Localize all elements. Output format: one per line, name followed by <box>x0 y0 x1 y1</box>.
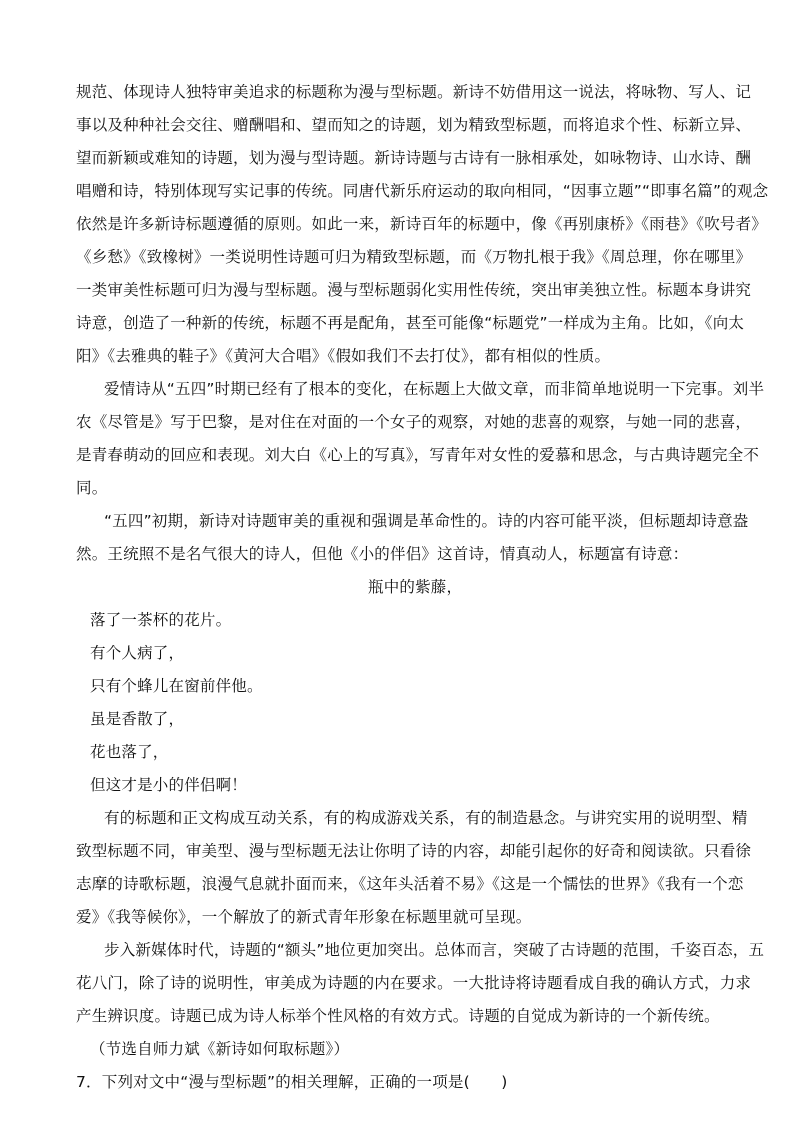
text-line: 花八门，除了诗的说明性，审美成为诗题的内在要求。一大批诗将诗题看成自我的确认方式，力求 <box>76 974 752 992</box>
poem-line: 虽是香散了， <box>90 710 185 728</box>
text-line: 诗意，创造了一种新的传统，标题不再是配角，甚至可能像“标题党”一样成为主角。比如，《向太 <box>76 314 745 332</box>
poem-line: 落了一茶杯的花片。 <box>90 611 232 629</box>
source-citation: （节选自师力斌《新诗如何取标题》） <box>90 1040 350 1058</box>
question-7: 7．下列对文中“漫与型标题”的相关理解，正确的一项是( ) <box>76 1073 508 1091</box>
text-line: 然。王统照不是名气很大的诗人，但他《小的伴侣》这首诗，情真动人，标题富有诗意： <box>76 545 689 563</box>
text-line: 同。 <box>76 479 108 497</box>
text-line: 唱赠和诗，特别体现写实记事的传统。同唐代新乐府运动的取向相同，“因事立题”“即事名篇”的观念 <box>76 182 769 200</box>
poem-line: 但这才是小的伴侣啊！ <box>90 776 248 794</box>
poem-line: 只有个蜂儿在窗前伴他。 <box>90 677 263 695</box>
text-line: 有的标题和正文构成互动关系，有的构成游戏关系，有的制造悬念。与讲究实用的说明型、精 <box>104 809 748 827</box>
text-line: 依然是许多新诗标题遵循的原则。如此一来，新诗百年的标题中，像《再别康桥》《雨巷》《吹号者》 <box>76 215 768 233</box>
poem-line: 有个人病了， <box>90 644 185 662</box>
text-line: 望而新颖或难知的诗题，划为漫与型诗题。新诗诗题与古诗有一脉相承处，如咏物诗、山水诗、酬 <box>76 149 752 167</box>
text-line: 是青春萌动的回应和表现。刘大白《心上的写真》，写青年对女性的爱慕和思念，与古典诗题完全不 <box>76 446 760 464</box>
text-line: 《乡愁》《致橡树》一类说明性诗题可归为精致型标题，而《万物扎根于我》《周总理，你在哪里》 <box>76 248 752 266</box>
text-line: 一类审美性标题可归为漫与型标题。漫与型标题弱化实用性传统，突出审美独立性。标题本身讲究 <box>76 281 752 299</box>
text-line: 爱情诗从“五四”时期已经有了根本的变化，在标题上大做文章，而非简单地说明一下完事。刘半 <box>104 380 765 398</box>
text-line: 事以及种种社会交往、赠酬唱和、望而知之的诗题，划为精致型标题，而将追求个性、标新立异、 <box>76 116 752 134</box>
poem-line: 花也落了， <box>90 743 169 761</box>
text-line: 爱》《我等候你》，一个解放了的新式青年形象在标题里就可呈现。 <box>76 908 532 926</box>
text-line: 阳》《去雅典的鞋子》《黄河大合唱》《假如我们不去打仗》，都有相似的性质。 <box>76 347 611 365</box>
text-line: 志摩的诗歌标题，浪漫气息就扑面而来，《这年头活着不易》《这是一个懦怯的世界》《我有一个恋 <box>76 875 744 893</box>
text-line: 农《尽管是》写于巴黎，是对住在对面的一个女子的观察，对她的悲喜的观察，与她一同的悲喜， <box>76 413 752 431</box>
text-line: 致型标题不同，审美型、漫与型标题无法让你明了诗的内容，却能引起你的好奇和阅读欲。只看徐 <box>76 842 752 860</box>
poem-line: 瓶中的紫藤， <box>368 578 463 596</box>
text-line: 产生辨识度。诗题已成为诗人标举个性风格的有效方式。诗题的自觉成为新诗的一个新传统。 <box>76 1007 720 1025</box>
text-line: 步入新媒体时代，诗题的“额头”地位更加突出。总体而言，突破了古诗题的范围，千姿百态，五 <box>104 941 765 959</box>
text-line: 规范、体现诗人独特审美追求的标题称为漫与型标题。新诗不妨借用这一说法，将咏物、写人、记 <box>76 83 752 101</box>
text-line: “五四”初期，新诗对诗题审美的重视和强调是革命性的。诗的内容可能平淡，但标题却诗意盎 <box>104 512 749 530</box>
